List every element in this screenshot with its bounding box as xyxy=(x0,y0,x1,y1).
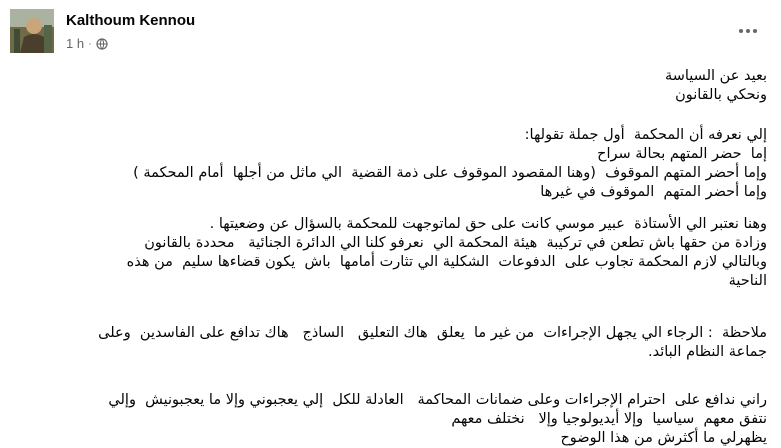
text-line: يظهرلي ما أكثرش من هذا الوضوح xyxy=(560,430,767,446)
text-line: بعيد عن السياسة xyxy=(664,68,767,84)
more-horizontal-icon xyxy=(739,29,757,33)
paragraph-2 xyxy=(7,126,767,202)
text-line: ملاحظة : الرجاء الي يجهل الإجراءات من غير ما يعلق هاك التعليق الساذج هاك تدافع على الفاسدين وعلى xyxy=(98,325,767,341)
post-header xyxy=(0,0,781,62)
text-line: راني ندافع على احترام الإجراءات وعلى ضمانات المحاكمة العادلة للكل إلي يعجبوني وإلا ما يعجبونيش وإلي xyxy=(108,392,767,408)
meta-separator: · xyxy=(88,37,92,50)
text-line: إلي نعرفه أن المحكمة أول جملة تقولها: xyxy=(524,127,767,143)
paragraph-4 xyxy=(7,324,767,362)
text-line: وبالتالي لازم المحكمة تجاوب على الدفوعات الشكلية الي تثارت أمامها باش يكون قضاءها سليم من هذه xyxy=(126,254,767,270)
text-line: وإما أحضر المتهم الموقوف في غيرها xyxy=(540,184,767,200)
text-line: الناحية xyxy=(728,273,767,289)
post-meta xyxy=(66,36,108,51)
paragraph-3 xyxy=(7,215,767,291)
more-options-button[interactable] xyxy=(730,16,766,46)
text-line: وهنا نعتبر الي الأستاذة عبير موسي كانت على حق لماتوجهت للمحكمة بالسؤال عن وضعيتها . xyxy=(209,216,767,232)
text-line: إما حضر المتهم بحالة سراح xyxy=(597,146,767,162)
author-name[interactable]: Kalthoum Kennou xyxy=(66,12,196,29)
text-line: وإما أحضر المتهم الموقوف (وهنا المقصود الموقوف على ذمة القضية الي ماثل من أجلها أمام المحكمة ) xyxy=(133,165,767,181)
text-line: وزادة من حقها باش تطعن في تركيبة هيئة المحكمة الي نعرفو كلنا الي الدائرة الجنائية محددة بالقانون xyxy=(144,235,767,251)
text-line: نتفق معهم سياسيا وإلا أيديولوجيا وإلا نختلف معهم xyxy=(451,411,767,427)
paragraph-1 xyxy=(7,67,767,105)
paragraph-5 xyxy=(7,391,767,448)
text-line: ونحكي بالقانون xyxy=(675,87,767,103)
avatar[interactable] xyxy=(10,9,54,53)
post-time[interactable]: 1 h xyxy=(66,36,85,51)
globe-icon[interactable] xyxy=(96,38,108,50)
text-line: جماعة النظام البائد. xyxy=(647,344,767,360)
avatar-photo xyxy=(10,9,54,53)
